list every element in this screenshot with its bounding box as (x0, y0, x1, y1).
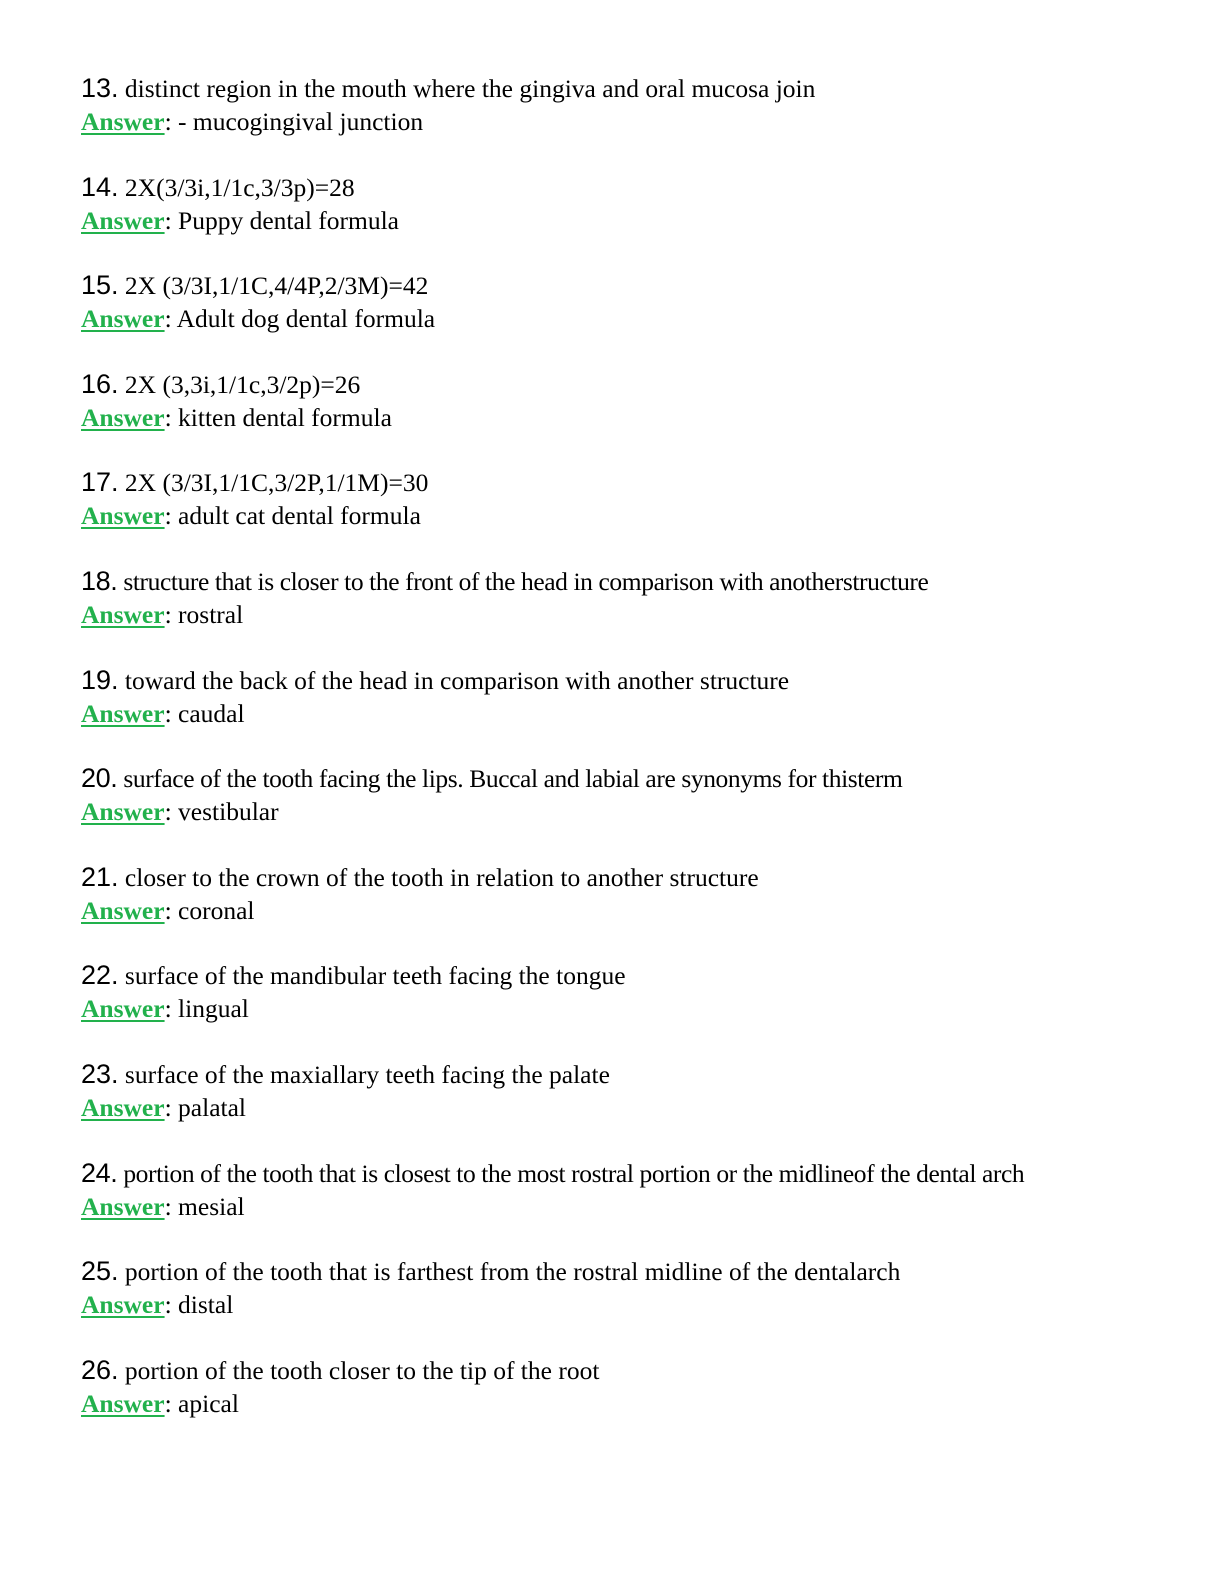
qa-item (81, 368, 1161, 467)
question-answer-list (81, 72, 1161, 1452)
answer-line (81, 1387, 1161, 1420)
answer-line (81, 302, 1161, 335)
question-text: surface of the mandibular teeth facing the tongue (118, 961, 626, 991)
answer-label: Answer (81, 1092, 165, 1122)
answer-text: : Puppy dental formula (164, 205, 399, 235)
question-number: 17. (81, 467, 119, 498)
answer-line (81, 401, 1161, 434)
answer-line (81, 1288, 1161, 1321)
answer-label: Answer (81, 304, 165, 334)
answer-text: : apical (164, 1388, 239, 1418)
question-line (81, 1255, 1161, 1288)
question-number: 26. (81, 1354, 119, 1385)
answer-line (81, 499, 1161, 532)
answer-line (81, 894, 1161, 927)
qa-item (81, 1058, 1161, 1157)
question-line (81, 565, 1161, 598)
answer-text: : - mucogingival junction (164, 107, 424, 136)
question-line (81, 861, 1161, 894)
answer-label: Answer (81, 994, 165, 1024)
qa-item (81, 1255, 1161, 1354)
answer-label: Answer (81, 1388, 165, 1418)
answer-text: : lingual (164, 994, 249, 1024)
question-text: 2X (3/3I,1/1C,3/2P,1/1M)=30 (118, 468, 429, 498)
answer-text: : coronal (164, 895, 255, 925)
question-text: structure that is closer to the front of the head in comparison with anotherstructure (117, 566, 929, 596)
question-text: toward the back of the head in comparison with another structure (118, 665, 790, 695)
answer-line (81, 697, 1161, 730)
question-text: portion of the tooth closer to the tip of the root (118, 1355, 600, 1385)
qa-item (81, 1157, 1161, 1256)
answer-label: Answer (81, 599, 165, 629)
qa-item (81, 171, 1161, 270)
question-number: 21. (81, 861, 119, 892)
answer-label: Answer (81, 1191, 165, 1221)
qa-item (81, 466, 1161, 565)
answer-text: : mesial (164, 1191, 245, 1221)
question-line (81, 1354, 1161, 1387)
question-number: 16. (81, 368, 119, 399)
question-number: 15. (81, 270, 119, 301)
answer-label: Answer (81, 107, 165, 136)
question-text: 2X(3/3i,1/1c,3/3p)=28 (118, 172, 355, 202)
answer-text: : rostral (164, 599, 244, 629)
answer-line (81, 204, 1161, 237)
question-line (81, 269, 1161, 302)
question-number: 22. (81, 960, 119, 991)
question-line (81, 1058, 1161, 1091)
question-line (81, 368, 1161, 401)
question-line (81, 959, 1161, 992)
question-text: surface of the maxiallary teeth facing the palate (118, 1059, 610, 1089)
qa-item (81, 1354, 1161, 1453)
answer-line (81, 795, 1161, 828)
question-number: 18. (81, 565, 118, 596)
qa-item (81, 762, 1161, 861)
question-number: 25. (81, 1256, 119, 1287)
question-text: 2X (3/3I,1/1C,4/4P,2/3M)=42 (118, 271, 429, 301)
question-text: surface of the tooth facing the lips. Buccal and labial are synonyms for thisterm (117, 764, 903, 794)
answer-line (81, 992, 1161, 1025)
answer-text: : palatal (164, 1092, 246, 1122)
qa-item (81, 565, 1161, 664)
qa-item (81, 269, 1161, 368)
answer-text: : Adult dog dental formula (164, 304, 436, 334)
question-text: distinct region in the mouth where the gingiva and oral mucosa join (118, 74, 816, 103)
answer-text: : caudal (164, 698, 245, 728)
answer-text: : adult cat dental formula (164, 501, 421, 531)
answer-line (81, 1091, 1161, 1124)
question-number: 24. (81, 1157, 118, 1188)
answer-label: Answer (81, 797, 165, 827)
question-number: 14. (81, 171, 119, 202)
question-line (81, 466, 1161, 499)
question-line (81, 72, 1161, 105)
answer-label: Answer (81, 402, 165, 432)
answer-line (81, 598, 1161, 631)
answer-label: Answer (81, 1290, 165, 1320)
question-text: portion of the tooth that is farthest from the rostral midline of the dentalarch (118, 1257, 901, 1287)
answer-text: : kitten dental formula (164, 402, 392, 432)
answer-label: Answer (81, 895, 165, 925)
question-text: 2X (3,3i,1/1c,3/2p)=26 (118, 369, 361, 399)
answer-line (81, 1190, 1161, 1223)
question-line (81, 664, 1161, 697)
question-number: 23. (81, 1058, 119, 1089)
qa-item (81, 959, 1161, 1058)
question-number: 19. (81, 664, 119, 695)
answer-label: Answer (81, 501, 165, 531)
qa-item (81, 861, 1161, 960)
answer-text: : vestibular (164, 797, 279, 827)
question-line (81, 171, 1161, 204)
question-line (81, 762, 1161, 795)
answer-line (81, 105, 1161, 138)
question-number: 20. (81, 763, 118, 794)
question-number: 13. (81, 73, 119, 103)
answer-label: Answer (81, 698, 165, 728)
question-text: portion of the tooth that is closest to the most rostral portion or the midlineof the dental arch (117, 1158, 1025, 1188)
question-line (81, 1157, 1161, 1190)
answer-text: : distal (164, 1290, 234, 1320)
question-text: closer to the crown of the tooth in relation to another structure (118, 862, 759, 892)
qa-item (81, 664, 1161, 763)
qa-item (81, 72, 1161, 171)
answer-label: Answer (81, 205, 165, 235)
